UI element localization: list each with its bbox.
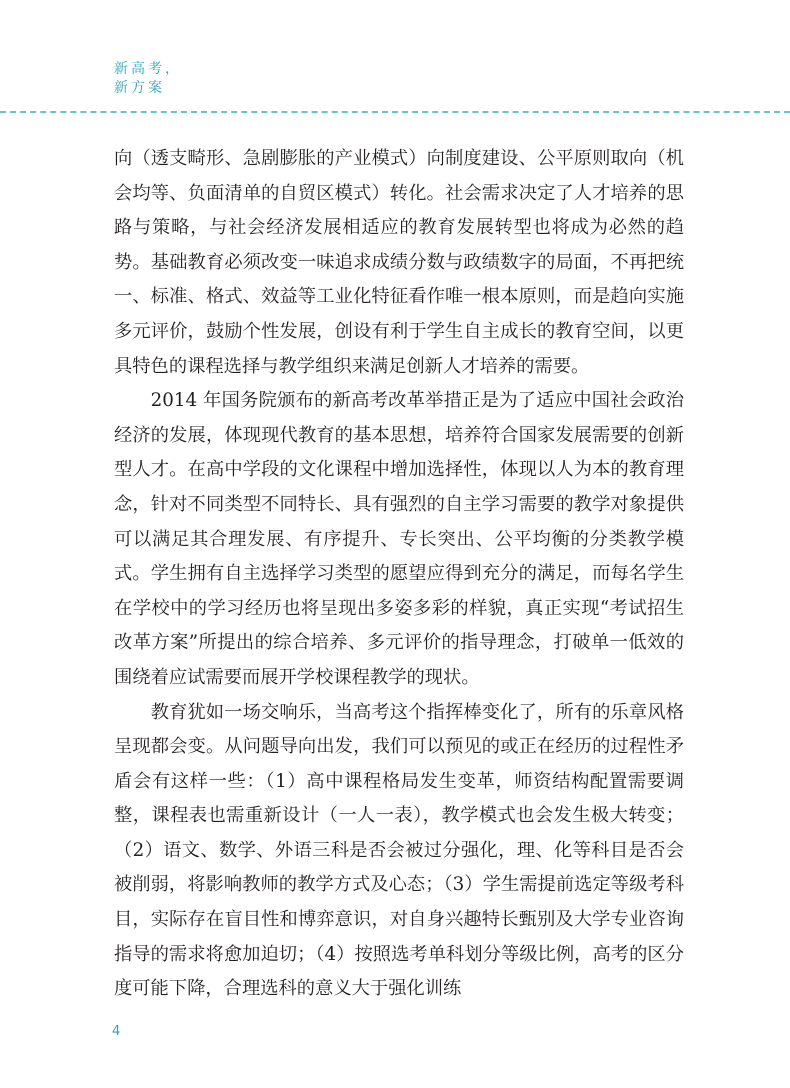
paragraph-continued: 向（透支畸形、急剧膨胀的产业模式）向制度建设、公平原则取向（机会均等、负面清单的自贸区模式）转化。社会需求决定了人才培养的思路与策略，与社会经济发展相适应的教育发展转型也将成为必然的趋势。基础教育必须改变一味追求成绩分数与政绩数字的局面，不再把统一、标准、格式、效益等工业化特征看作唯一根本原则，而是趋向实施多元评价，鼓励个性发展，创设有利于学生自主成长的教育空间，以更具特色的课程选择与教学组织来满足创新人才培养的需要。: [114, 148, 684, 377]
page-number: 4: [112, 1024, 121, 1039]
body-text: [114, 142, 684, 1007]
running-head-line-2: 新方案: [114, 80, 165, 96]
running-head: [114, 60, 182, 98]
paragraph-2014-reform: 2014 年国务院颁布的新高考改革举措正是为了适应中国社会政治经济的发展，体现现代教育的基本思想，培养符合国家发展需要的创新型人才。在高中学段的文化课程中增加选择性，体现以人为本的教育理念，针对不同类型不同特长、具有强烈的自主学习需要的教学对象提供可以满足其合理发展、有序提升、专长突出、公平均衡的分类教学模式。学生拥有自主选择学习类型的愿望应得到充分的满足，而每名学生在学校中的学习经历也将呈现出多姿多彩的样貌，真正实现“考试招生改革方案”所提出的综合培养、多元评价的指导理念，打破单一低效的围绕着应试需要而展开学校课程教学的现状。: [114, 390, 684, 688]
paragraph-symphony: 教育犹如一场交响乐，当高考这个指挥棒变化了，所有的乐章风格呈现都会变。从问题导向出发，我们可以预见的或正在经历的过程性矛盾会有这样一些：（1）高中课程格局发生变革，师资结构配置需要调整，课程表也需重新设计（一人一表），教学模式也会发生极大转变；（2）语文、数学、外语三科是否会被过分强化，理、化等科目是否会被削弱，将影响教师的教学方式及心态；（3）学生需提前选定等级考科目，实际存在盲目性和博弈意识，对自身兴趣特长甄别及大学专业咨询指导的需求将愈加迫切；（4）按照选考单科划分等级比例，高考的区分度可能下降，合理选科的意义大于强化训练: [114, 701, 684, 1000]
header-dashed-divider: [0, 111, 790, 113]
running-head-line-1: 新高考，: [114, 61, 182, 77]
